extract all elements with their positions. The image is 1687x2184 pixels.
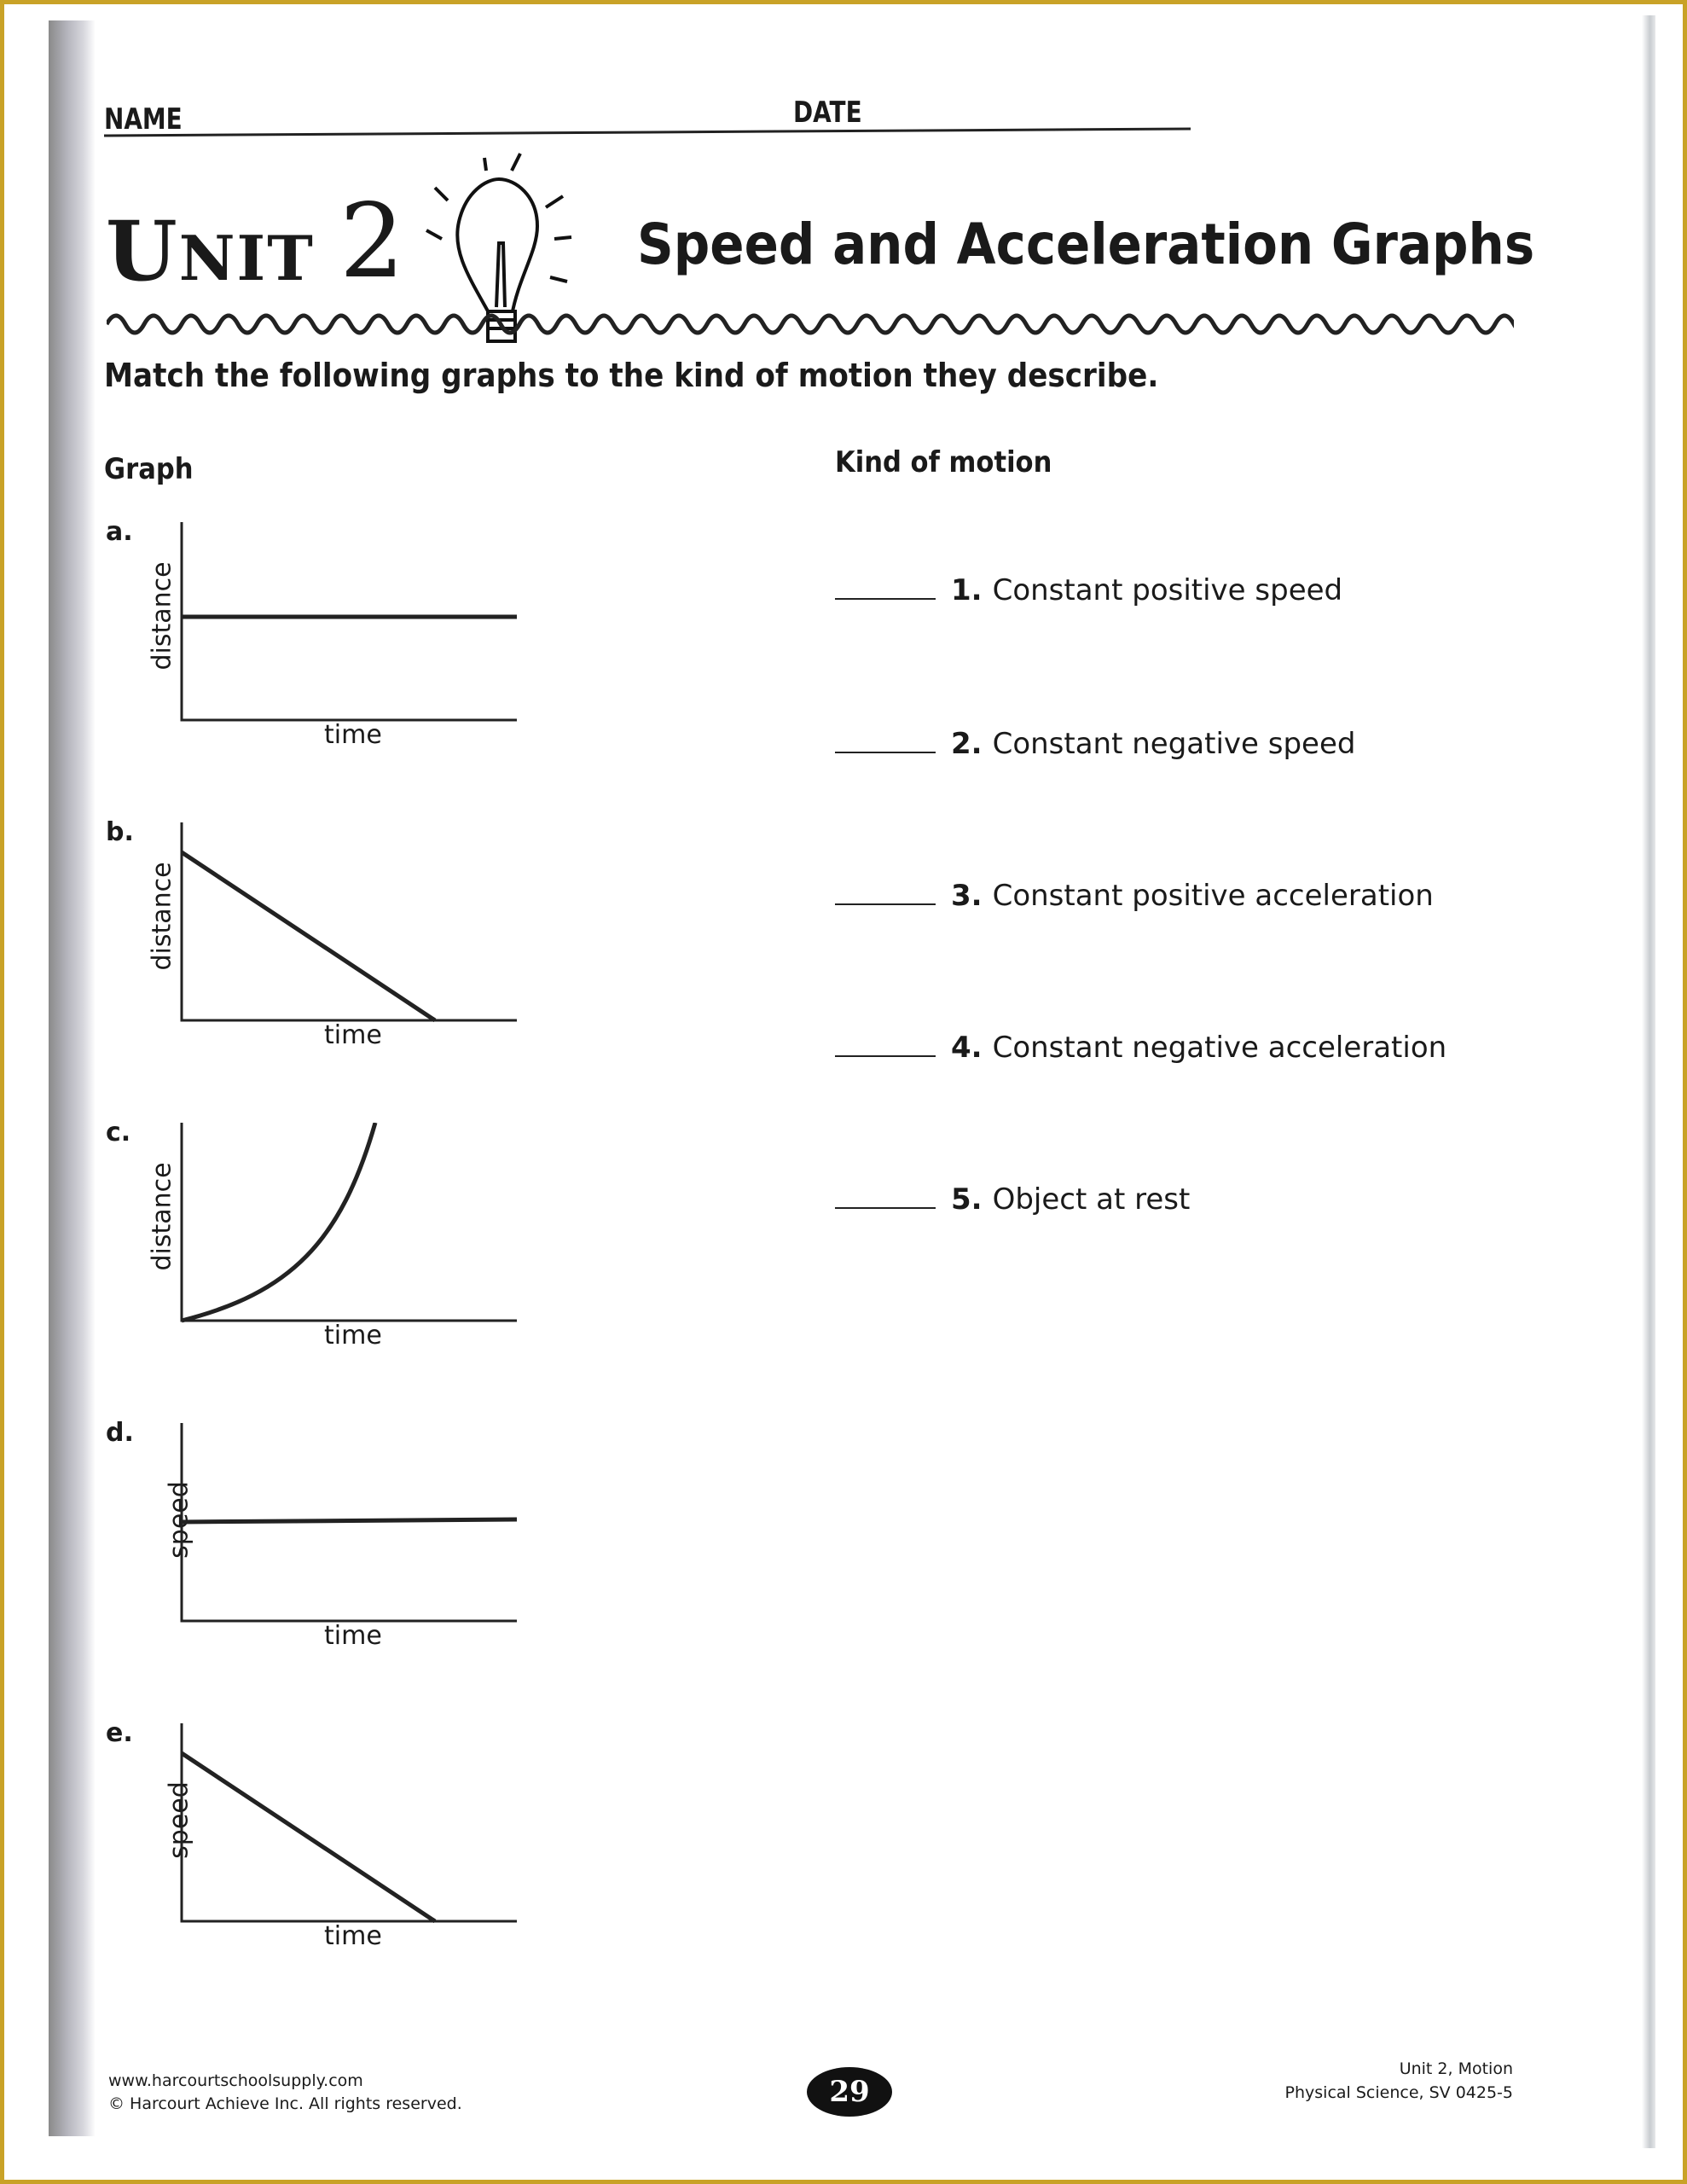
motion-text: Object at rest xyxy=(992,1182,1191,1217)
motion-column-heading: Kind of motion xyxy=(835,445,1052,479)
wavy-divider xyxy=(107,303,1514,341)
x-axis-label: time xyxy=(324,1921,382,1951)
axis-lines xyxy=(182,1723,517,1921)
motion-number: 3. xyxy=(951,879,983,913)
graph-axes xyxy=(179,522,529,727)
y-axis-label: speed xyxy=(164,1481,194,1559)
x-axis-label: time xyxy=(324,1020,382,1050)
graph-axes xyxy=(179,1723,529,1928)
graph-label: c. xyxy=(106,1118,131,1147)
data-line xyxy=(182,1519,517,1522)
scan-edge xyxy=(1642,15,1655,2148)
graph-label: d. xyxy=(106,1418,134,1448)
graph-label: a. xyxy=(106,517,133,547)
motion-text: Constant negative speed xyxy=(992,727,1356,761)
answer-blank[interactable] xyxy=(835,598,936,600)
page-title: Speed and Acceleration Graphs xyxy=(637,212,1535,277)
y-axis-label: distance xyxy=(147,1162,177,1271)
motion-item xyxy=(835,573,1342,607)
motion-item xyxy=(835,879,1434,913)
y-axis-label: speed xyxy=(164,1781,194,1859)
instructions: Match the following graphs to the kind of motion they describe. xyxy=(104,357,1159,394)
motion-text: Constant negative acceleration xyxy=(992,1031,1447,1065)
motion-item xyxy=(835,1182,1190,1217)
motion-number: 4. xyxy=(951,1031,983,1065)
graph-column-heading: Graph xyxy=(104,452,194,486)
y-axis-label: distance xyxy=(147,862,177,971)
page-number: 29 xyxy=(807,2067,892,2117)
answer-blank[interactable] xyxy=(835,1055,936,1057)
motion-number: 2. xyxy=(951,727,983,761)
motion-text: Constant positive speed xyxy=(992,573,1343,607)
x-axis-label: time xyxy=(324,1621,382,1651)
x-axis-label: time xyxy=(324,1321,382,1350)
unit-label: UNIT xyxy=(106,203,315,299)
y-axis-label: distance xyxy=(147,561,177,671)
axis-lines xyxy=(182,1123,517,1321)
name-date-line xyxy=(102,124,1194,141)
graph-label: b. xyxy=(106,817,134,847)
graph-axes xyxy=(179,1123,529,1327)
graph-axes xyxy=(179,822,529,1027)
motion-text: Constant positive acceleration xyxy=(992,879,1434,913)
date-label: DATE xyxy=(793,96,862,130)
graph-axes xyxy=(179,1423,529,1628)
footer-url: www.harcourtschoolsupply.com xyxy=(108,2071,363,2090)
data-line xyxy=(182,852,435,1020)
motion-item xyxy=(835,727,1355,761)
scan-shadow xyxy=(49,20,96,2136)
unit-number: 2 xyxy=(339,183,407,301)
name-label: NAME xyxy=(104,102,183,136)
x-axis-label: time xyxy=(324,720,382,750)
axis-lines xyxy=(182,522,517,720)
axis-lines xyxy=(182,822,517,1020)
data-line xyxy=(182,1123,375,1321)
answer-blank[interactable] xyxy=(835,903,936,905)
answer-blank[interactable] xyxy=(835,1207,936,1209)
answer-blank[interactable] xyxy=(835,752,936,753)
graph-label: e. xyxy=(106,1718,133,1748)
motion-item xyxy=(835,1031,1446,1065)
footer-book: Physical Science, SV 0425-5 xyxy=(1284,2083,1513,2102)
footer-unit: Unit 2, Motion xyxy=(1399,2059,1513,2078)
footer-copyright: © Harcourt Achieve Inc. All rights reserved. xyxy=(108,2094,462,2113)
motion-number: 5. xyxy=(951,1182,983,1217)
motion-number: 1. xyxy=(951,573,983,607)
data-line xyxy=(182,1753,435,1921)
